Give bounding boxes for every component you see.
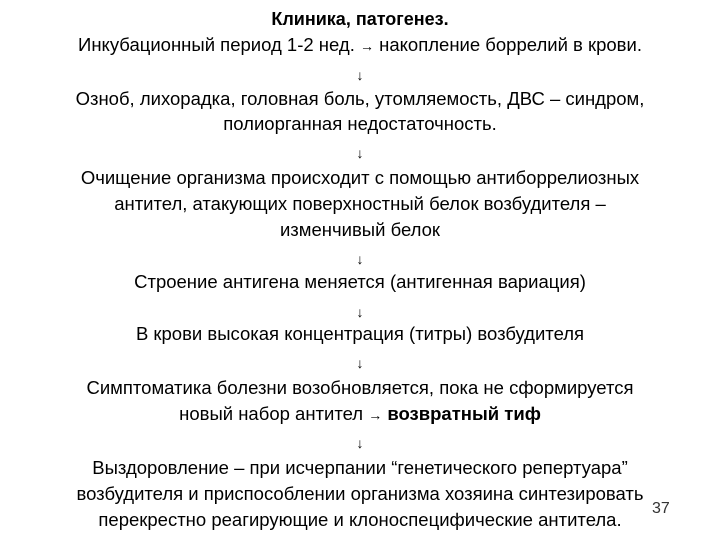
clearance-line-1: Очищение организма происходит с помощью антиборрелиозных [80,167,640,188]
right-arrow-icon: → [368,407,383,423]
slide-title: Клиника, патогенез. [271,9,449,29]
down-arrow-icon: ↓ [356,355,364,371]
incubation-result: накопление боррелий в крови. [379,34,642,55]
recovery-line-3: перекрестно реагирующие и клоноспецифические антитела. [98,509,622,530]
incubation-line [0,34,720,57]
down-arrow-icon: ↓ [356,67,364,83]
clearance-line-2: антител, атакующих поверхностный белок возбудителя – [114,193,606,214]
symptoms-line-2: полиорганная недостаточность. [223,113,497,134]
symptoms-line-1: Озноб, лихорадка, головная боль, утомляемость, ДВС – синдром, [75,88,645,109]
recovery-line-2: возбудителя и приспособлении организма хозяина синтезировать [76,483,644,504]
page-number: 37 [652,500,670,517]
incubation-text: Инкубационный период 1-2 нед. [78,34,355,55]
relapse-term: возвратный тиф [387,403,541,424]
relapse-line-1: Симптоматика болезни возобновляется, пока не сформируется [86,377,634,398]
relapse-line-2 [0,403,720,426]
down-arrow-icon: ↓ [356,251,364,267]
down-arrow-icon: ↓ [356,145,364,161]
relapse-text: новый набор антител [179,403,364,424]
recovery-line-1: Выздоровление – при исчерпании “генетического репертуара” [92,457,628,478]
down-arrow-icon: ↓ [356,304,364,320]
clearance-line-3: изменчивый белок [279,219,441,240]
down-arrow-icon: ↓ [356,435,364,451]
antigen-line: Строение антигена меняется (антигенная вариация) [134,271,586,292]
right-arrow-icon: → [359,38,374,54]
concentration-line: В крови высокая концентрация (титры) возбудителя [135,323,585,344]
